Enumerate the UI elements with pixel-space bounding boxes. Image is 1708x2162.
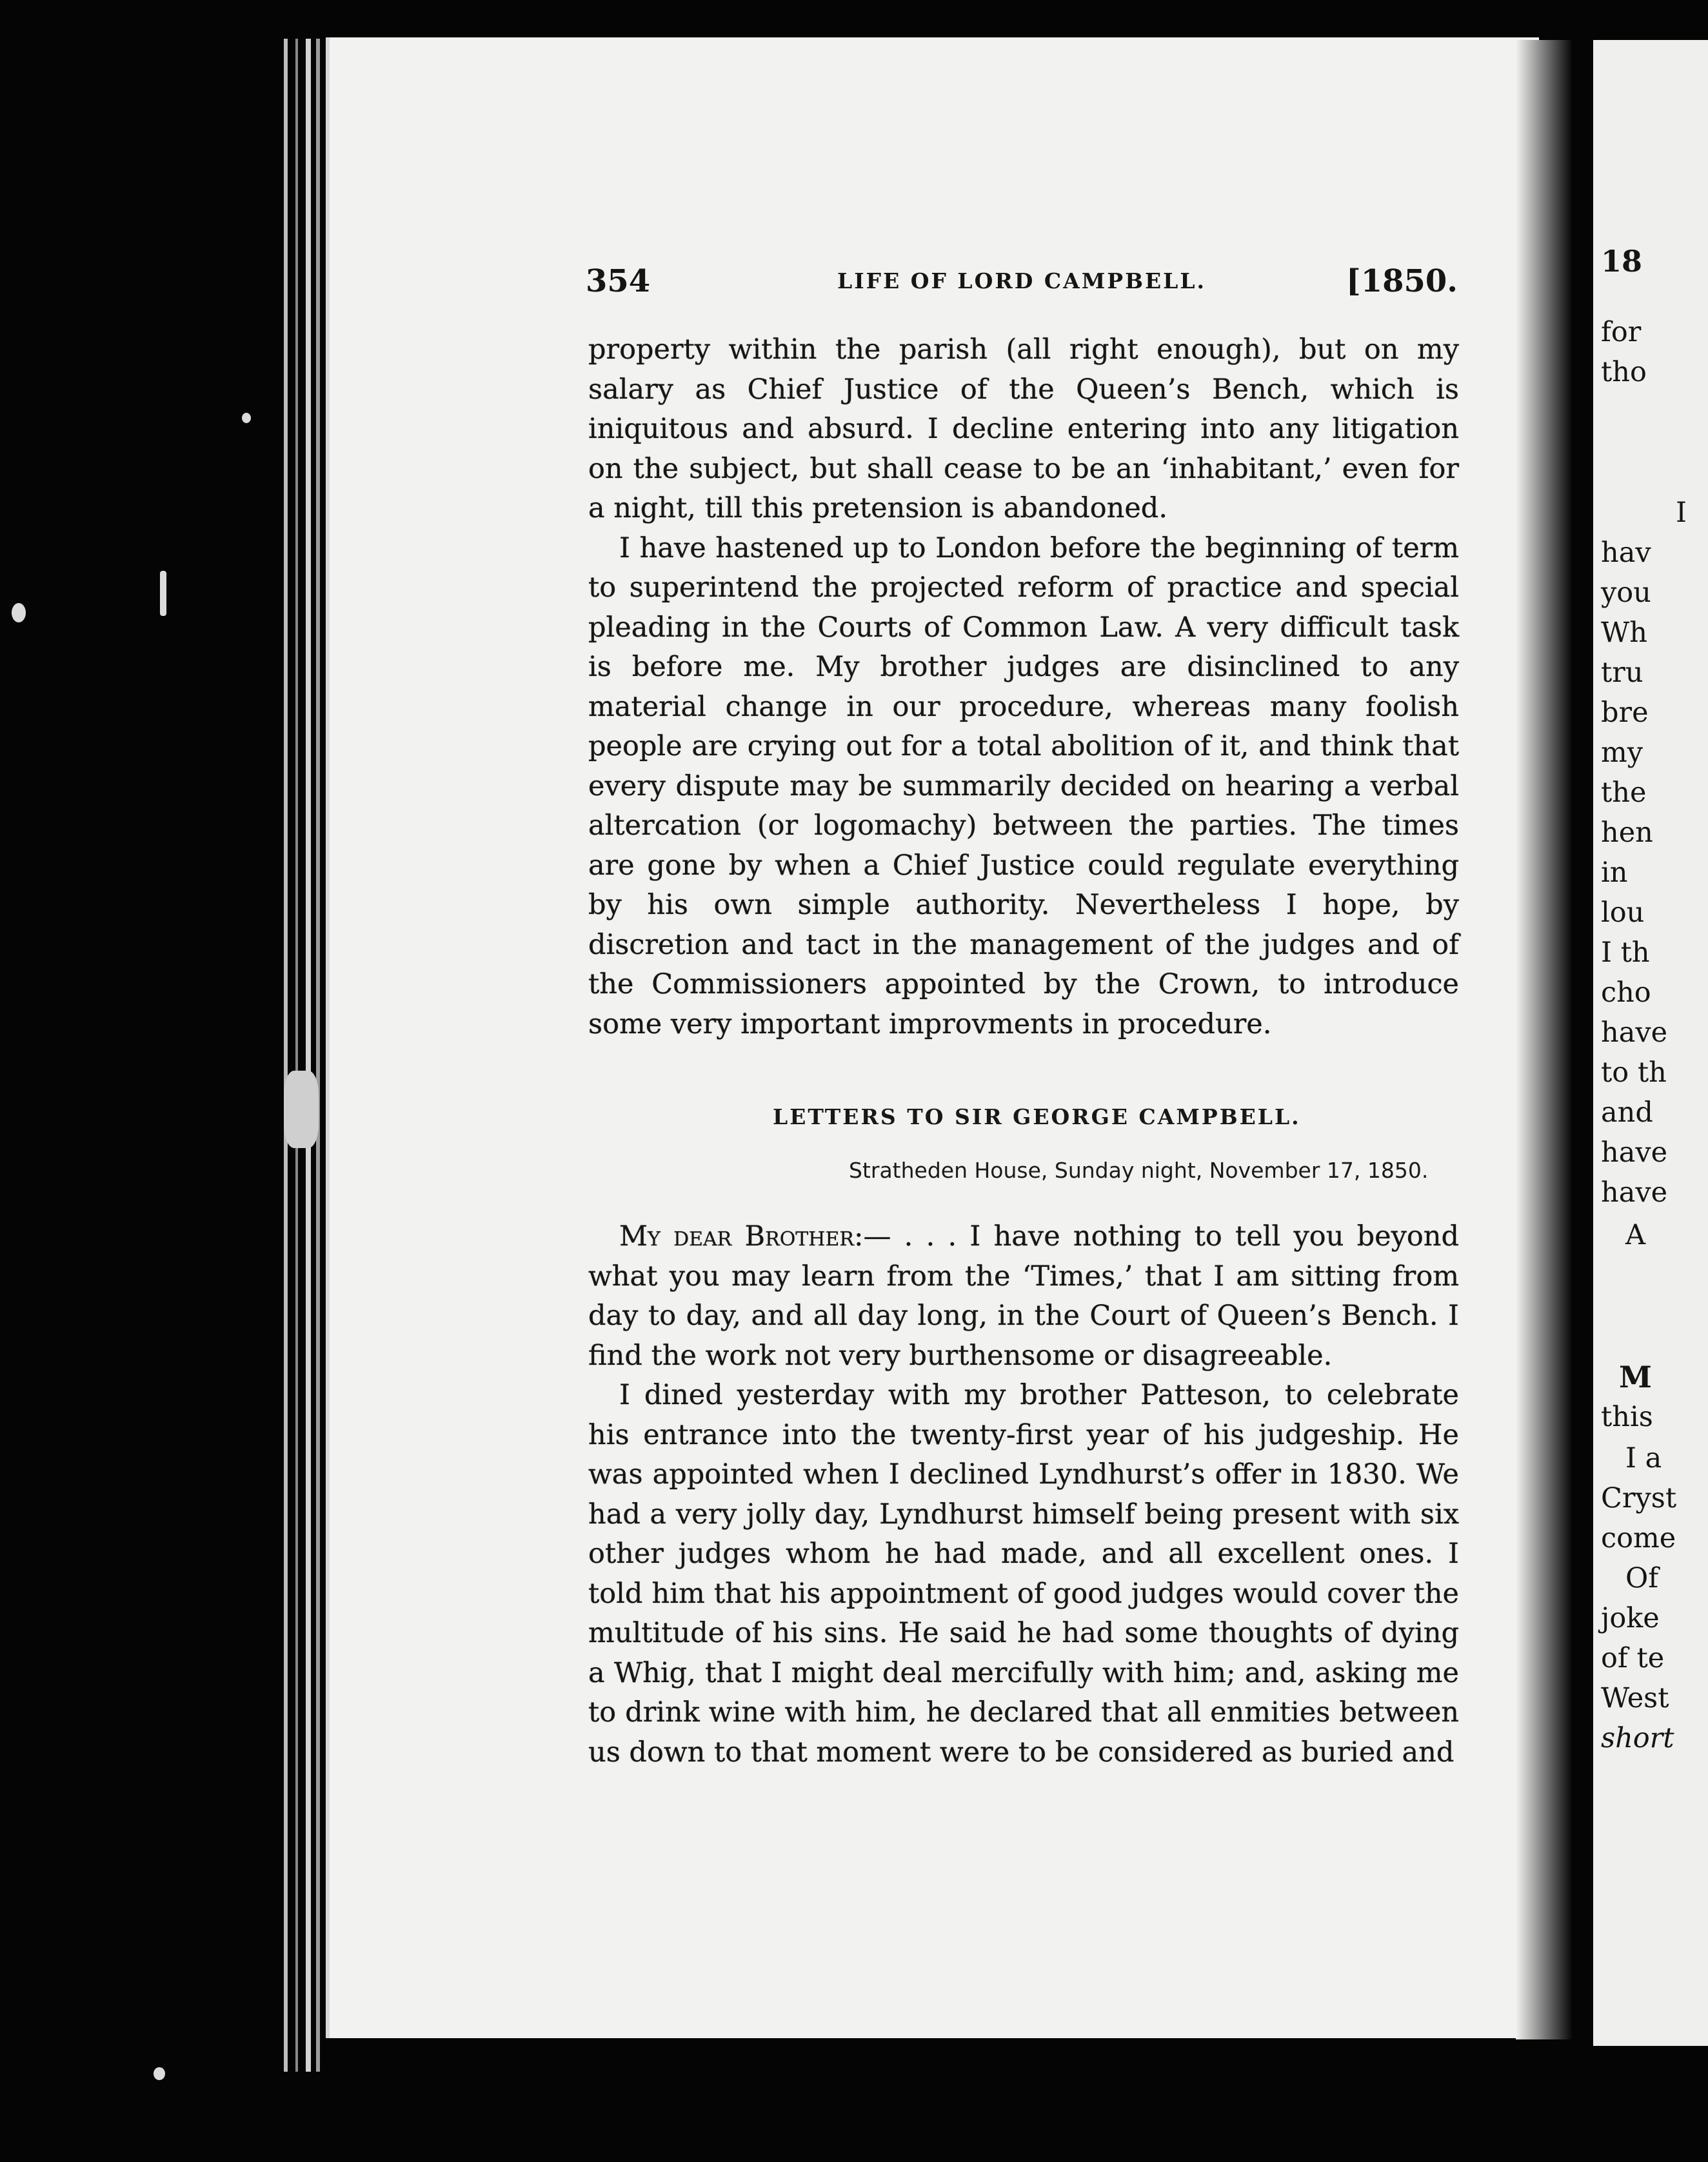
right-page-fragment-text: I [1676,497,1687,529]
right-page-fragment-text: tho [1601,356,1647,388]
right-page-fragment-text: Cryst [1601,1482,1677,1514]
right-page-fragment-text: Of [1625,1562,1659,1594]
right-page-fragment-text: cho [1601,977,1651,1009]
right-page-fragment-text: 18 [1601,244,1643,279]
right-page-fragment-text: for [1601,316,1642,348]
paragraph: property within the parish (all right enough), but on my salary as Chief Justice of the Queen’s Bench, which is iniquitous and absurd. I decline entering into any litigation on the subject, but shall cease to be an ‘inhabitant,’ even for a night, till this pretension is abandoned. [588,333,1459,524]
dust-speck [154,2067,165,2080]
right-page-fragment-text: you [1601,577,1651,609]
right-page-fragment-text: lou [1601,897,1645,929]
right-page-fragment-text: have [1601,1176,1668,1209]
body-text [588,330,1459,1044]
running-head-year: [1850. [1346,263,1458,299]
binding-edge-stripe [316,39,320,2072]
dust-speck [160,571,166,616]
right-page-fragment-text: M [1619,1360,1652,1394]
right-page-fragment-text: my [1601,737,1643,769]
dust-speck [242,413,251,423]
right-page-fragment-text: the [1601,777,1647,809]
running-head [586,258,1458,303]
right-page-fragment-text: I a [1625,1442,1662,1474]
right-page-fragment-text: in [1601,857,1628,889]
right-page-fragment [1593,40,1708,2046]
right-page-fragment-text: hen [1601,817,1653,849]
right-page-fragment-text: have [1601,1017,1668,1049]
dust-speck [284,1071,319,1148]
right-page-fragment-text: joke [1601,1602,1660,1634]
binding-edge-stripe [295,39,298,2072]
page-number: 354 [586,263,651,299]
right-page-fragment-text: of te [1601,1642,1665,1674]
right-page-fragment-text: tru [1601,657,1643,689]
letter-opening [588,1217,1459,1376]
letter-text [588,1217,1459,1772]
right-page-fragment-text: have [1601,1136,1668,1169]
letter-opening-text: :— . . . I have nothing to tell you beyond what you may learn from the ‘Times,’ that I am sitting from day to day, and all day long, in the Court of Queen’s Bench. I find the work not very burthensome or disagreeable. [588,1220,1459,1372]
binding-edge-stripe [306,39,311,2072]
right-page-fragment-text: this [1601,1401,1653,1433]
letter-dateline: Stratheden House, Sunday night, November 17, 1850. [849,1158,1429,1183]
page-fold-shadow [1516,40,1574,2039]
dust-speck [12,603,26,622]
right-page-fragment-text: to th [1601,1056,1667,1089]
paragraph: I have hastened up to London before the beginning of term to superintend the projected reform of practice and special pleading in the Courts of Common Law. A very difficult task is before me. My brother judges are disinclined to any material change in our procedure, whereas many foolish people are crying out for a total abolition of it, and think that every dispute may be summarily decided on hearing a verbal altercation (or logomachy) between the parties. The times are gone by when a Chief Justice could regulate everything by his own simple authority. Nevertheless I hope, by discretion and tact in the management of the judges and of the Commissioners appointed by the Crown, to introduce some very important improvments in procedure. [588,531,1459,1040]
right-page-fragment-text: short [1601,1722,1674,1754]
right-page-fragment-text: A [1625,1219,1646,1251]
letter-salutation: My dear Brother [619,1220,854,1253]
section-heading: LETTERS TO SIR GEORGE CAMPBELL. [773,1104,1301,1129]
right-page-fragment-text: I th [1601,937,1650,969]
right-page-fragment-text: hav [1601,537,1651,569]
paragraph: I dined yesterday with my brother Patteson, to celebrate his entrance into the twenty-first year of his judgeship. He was appointed when I declined Lyndhurst’s offer in 1830. We had a very jolly day, Lyndhurst himself being present with six other judges whom he had made, and all excellent ones. I told him that his appointment of good judges would cover the multitude of his sins. He said he had some thoughts of dying a Whig, that I might deal mercifully with him; and, asking me to drink wine with him, he declared that all enmities between us down to that moment were to be considered as buried and [588,1379,1459,1769]
right-page-fragment-text: Wh [1601,617,1647,649]
right-page-fragment-text: bre [1601,697,1649,729]
right-page-fragment-text: and [1601,1096,1653,1129]
right-page-fragment-text: come [1601,1522,1676,1554]
right-page-fragment-text: West [1601,1682,1669,1714]
running-head-title: LIFE OF LORD CAMPBELL. [837,268,1207,293]
binding-edge-stripe [284,39,288,2072]
